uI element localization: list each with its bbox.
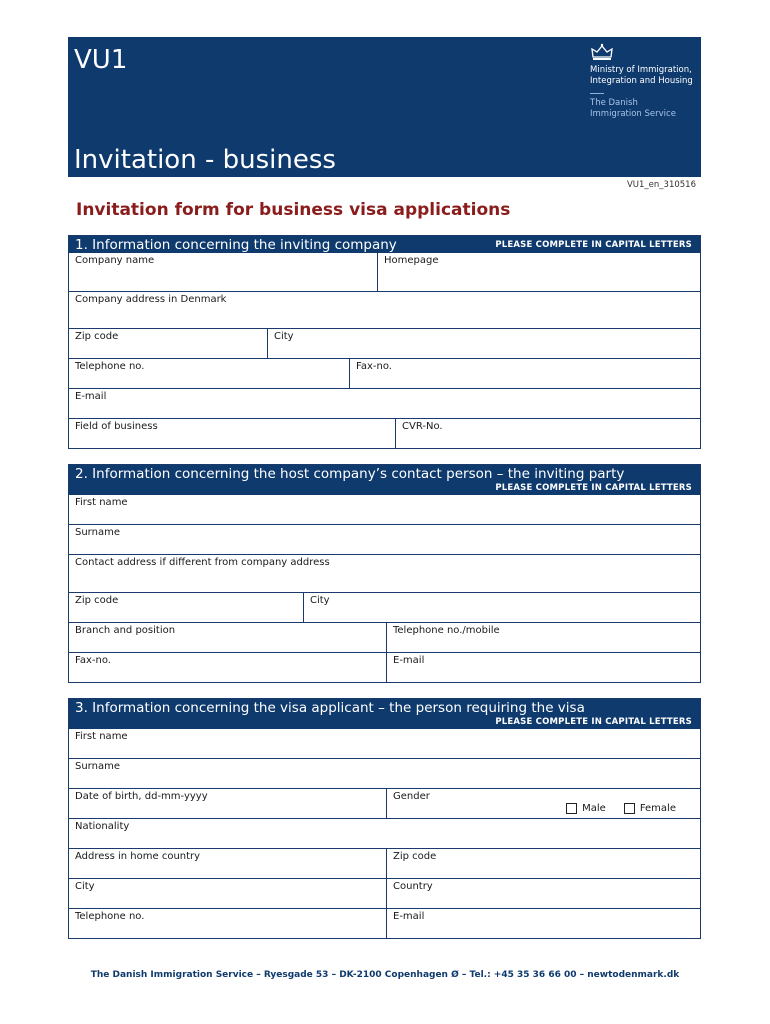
form-row <box>69 758 700 788</box>
home-address-field[interactable] <box>69 849 386 878</box>
section-header <box>69 699 700 729</box>
capital-letters-note: PLEASE COMPLETE IN CAPITAL LETTERS <box>495 483 692 493</box>
field-label: City <box>75 881 95 892</box>
email-field[interactable] <box>386 653 700 682</box>
field-of-business-field[interactable] <box>69 419 395 448</box>
form-row <box>69 908 700 938</box>
field-label: Homepage <box>384 255 439 266</box>
field-label: Fax-no. <box>356 361 392 372</box>
city-field[interactable] <box>69 879 386 908</box>
form-subtitle: Invitation form for business visa applications <box>76 200 511 220</box>
fax-field[interactable] <box>69 653 386 682</box>
gender-female-option[interactable] <box>624 803 676 814</box>
surname-field[interactable] <box>69 759 700 788</box>
section-title: 2. Information concerning the host company’s contact person – the inviting party <box>75 466 625 482</box>
field-label: Telephone no. <box>75 911 145 922</box>
telephone-field[interactable] <box>69 909 386 938</box>
form-row <box>69 524 700 554</box>
field-label: Telephone no. <box>75 361 145 372</box>
form-row <box>69 418 700 448</box>
field-label: Gender <box>393 791 430 802</box>
cvr-number-field[interactable] <box>395 419 700 448</box>
section-title: 3. Information concerning the visa applicant – the person requiring the visa <box>75 700 585 716</box>
homepage-field[interactable] <box>377 253 700 291</box>
form-row <box>69 388 700 418</box>
company-name-field[interactable] <box>69 253 377 291</box>
gender-male-option[interactable] <box>566 803 606 814</box>
form-row <box>69 848 700 878</box>
city-field[interactable] <box>267 329 700 358</box>
capital-letters-note: PLEASE COMPLETE IN CAPITAL LETTERS <box>495 717 692 727</box>
form-row <box>69 788 700 818</box>
female-label: Female <box>639 803 676 814</box>
section-title: 1. Information concerning the inviting company <box>75 237 397 253</box>
male-checkbox[interactable] <box>566 803 577 814</box>
field-label: First name <box>75 731 128 742</box>
field-label: Fax-no. <box>75 655 111 666</box>
email-field[interactable] <box>69 389 700 418</box>
crown-icon <box>590 43 614 61</box>
form-row <box>69 818 700 848</box>
male-label: Male <box>582 803 606 814</box>
field-label: CVR-No. <box>402 421 443 432</box>
branch-position-field[interactable] <box>69 623 386 652</box>
form-row <box>69 592 700 622</box>
zip-code-field[interactable] <box>69 593 303 622</box>
gender-options <box>566 803 676 814</box>
field-label: Zip code <box>75 331 119 342</box>
form-title: Invitation - business <box>74 145 336 175</box>
field-label: City <box>310 595 330 606</box>
header-banner <box>68 37 701 177</box>
version-code: VU1_en_310516 <box>626 180 696 190</box>
telephone-mobile-field[interactable] <box>386 623 700 652</box>
contact-address-field[interactable] <box>69 555 700 592</box>
date-of-birth-field[interactable] <box>69 789 386 818</box>
agency-line-2: Immigration Service <box>590 109 676 119</box>
form-row <box>69 358 700 388</box>
field-label: Surname <box>75 527 120 538</box>
telephone-field[interactable] <box>69 359 349 388</box>
form-row <box>69 652 700 682</box>
nationality-field[interactable] <box>69 819 700 848</box>
form-row <box>69 622 700 652</box>
zip-code-field[interactable] <box>69 329 267 358</box>
field-label: Nationality <box>75 821 130 832</box>
form-row <box>69 253 700 291</box>
field-label: Branch and position <box>75 625 176 636</box>
section-header <box>69 236 700 253</box>
field-label: Contact address if different from company address <box>75 557 330 568</box>
surname-field[interactable] <box>69 525 700 554</box>
city-field[interactable] <box>303 593 700 622</box>
form-row <box>69 291 700 328</box>
email-field[interactable] <box>386 909 700 938</box>
field-label: E-mail <box>393 655 425 666</box>
capital-letters-note: PLEASE COMPLETE IN CAPITAL LETTERS <box>495 240 692 250</box>
zip-code-field[interactable] <box>386 849 700 878</box>
logo-divider <box>590 93 604 94</box>
ministry-line-2: Integration and Housing <box>590 76 693 86</box>
fax-field[interactable] <box>349 359 700 388</box>
first-name-field[interactable] <box>69 729 700 758</box>
form-row <box>69 328 700 358</box>
field-label: E-mail <box>393 911 425 922</box>
form-code: VU1 <box>74 45 128 75</box>
field-label: City <box>274 331 294 342</box>
agency-line-1: The Danish <box>590 98 638 108</box>
field-label: Field of business <box>75 421 158 432</box>
section-header <box>69 465 700 495</box>
field-label: Date of birth, dd-mm-yyyy <box>75 791 208 802</box>
field-label: First name <box>75 497 128 508</box>
ministry-line-1: Ministry of Immigration, <box>590 65 692 75</box>
gender-field <box>386 789 700 818</box>
field-label: Surname <box>75 761 120 772</box>
section-inviting-company <box>68 235 701 449</box>
country-field[interactable] <box>386 879 700 908</box>
female-checkbox[interactable] <box>624 803 635 814</box>
field-label: Telephone no./mobile <box>393 625 500 636</box>
field-label: Zip code <box>75 595 119 606</box>
field-label: Zip code <box>393 851 437 862</box>
field-label: Company name <box>75 255 155 266</box>
company-address-field[interactable] <box>69 292 700 328</box>
section-contact-person <box>68 464 701 683</box>
first-name-field[interactable] <box>69 495 700 524</box>
form-row <box>69 729 700 758</box>
field-label: Country <box>393 881 433 892</box>
field-label: Address in home country <box>75 851 201 862</box>
form-row <box>69 495 700 524</box>
ministry-logo <box>590 43 700 120</box>
form-row <box>69 554 700 592</box>
section-visa-applicant <box>68 698 701 939</box>
field-label: E-mail <box>75 391 107 402</box>
field-label: Company address in Denmark <box>75 294 227 305</box>
page-footer: The Danish Immigration Service – Ryesgade 53 – DK-2100 Copenhagen Ø – Tel.: +45 35 36 66 00 – newtodenmark.dk <box>90 970 680 980</box>
form-row <box>69 878 700 908</box>
